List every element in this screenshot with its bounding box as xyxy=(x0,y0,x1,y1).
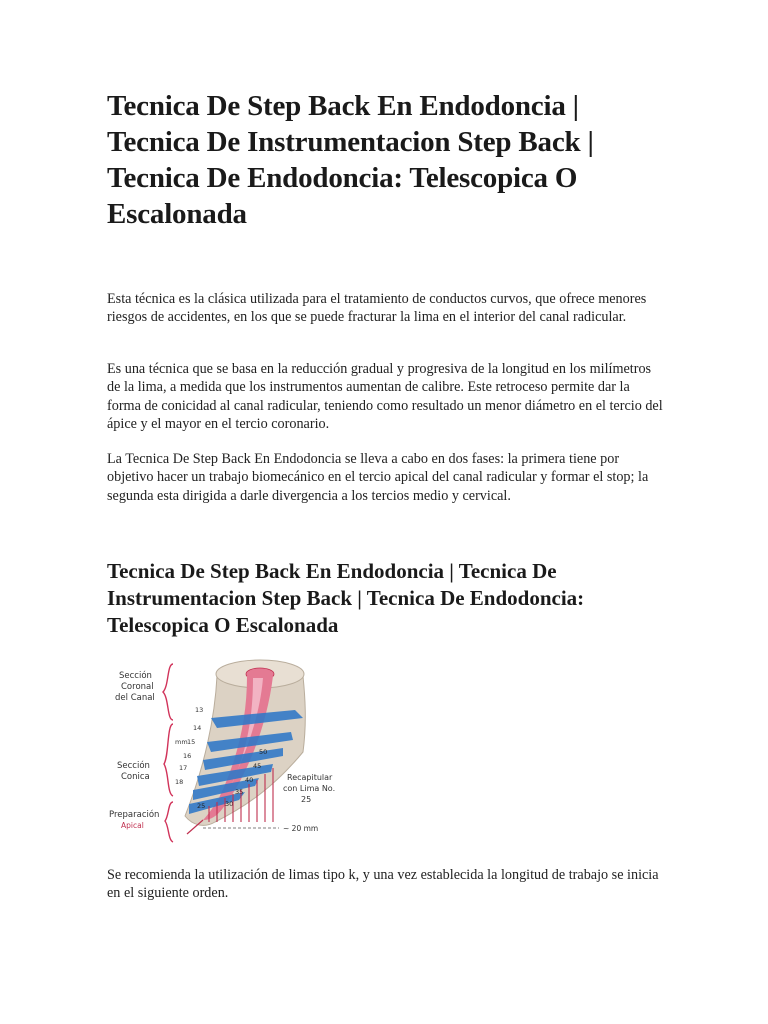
svg-text:45: 45 xyxy=(253,762,262,770)
svg-text:15: 15 xyxy=(187,738,196,746)
svg-text:25: 25 xyxy=(197,802,206,810)
svg-text:18: 18 xyxy=(175,778,184,786)
svg-text:35: 35 xyxy=(235,788,244,796)
section-heading: Tecnica De Step Back En Endodoncia | Tecnica De Instrumentacion Step Back | Tecnica De Endodoncia: Telescopica O Escalonada xyxy=(107,559,585,637)
article xyxy=(107,88,667,902)
label-length: ~ 20 mm xyxy=(283,824,319,833)
label-coronal-3: del Canal xyxy=(115,693,155,703)
step-back-diagram xyxy=(107,656,347,852)
label-conica-2: Conica xyxy=(121,772,150,782)
svg-text:16: 16 xyxy=(183,752,192,760)
label-conica-1: Sección xyxy=(117,761,150,771)
svg-text:14: 14 xyxy=(193,724,202,732)
page-title: Tecnica De Step Back En Endodoncia | Tecnica De Instrumentacion Step Back | Tecnica De Endodoncia: Telescopica O Escalonada xyxy=(107,90,594,230)
svg-text:17: 17 xyxy=(179,764,188,772)
paragraph-reduction: Es una técnica que se basa en la reducción gradual y progresiva de la longitud en los milímetros de la lima, a medida que los instrumentos aumentan de calibre. Este retroceso permite dar la forma de conicidad al canal radicular, teniendo como resultado un menor diámetro en el tercio del ápice y el mayor en el tercio coronario. xyxy=(107,361,663,433)
file-sizes-left xyxy=(175,706,203,786)
svg-text:50: 50 xyxy=(259,748,268,756)
paragraph-intro: Esta técnica es la clásica utilizada para el tratamiento de conductos curvos, que ofrece menores riesgos de accidentes, en los que se puede fracturar la lima en el interior del canal radicular. xyxy=(107,291,647,326)
label-apical-1: Preparación xyxy=(109,810,160,820)
label-recap-2: con Lima No. xyxy=(283,784,336,793)
svg-text:40: 40 xyxy=(245,776,254,784)
label-coronal-1: Sección xyxy=(119,671,152,681)
paragraph-phases: La Tecnica De Step Back En Endodoncia se lleva a cabo en dos fases: la primera tiene por objetivo hacer un trabajo biomecánico en el tercio apical del canal radicular y formar el stop; la segunda esta dirigida a darle divergencia a los tercios medio y cervical. xyxy=(107,451,649,504)
svg-text:13: 13 xyxy=(195,706,204,714)
section-brackets xyxy=(163,664,173,842)
svg-text:30: 30 xyxy=(225,800,234,808)
label-coronal-2: Coronal xyxy=(121,682,154,692)
label-apical-2: Apical xyxy=(121,821,144,830)
svg-text:mm: mm xyxy=(175,738,188,746)
label-recap-1: Recapitular xyxy=(287,773,333,782)
step-back-diagram-svg xyxy=(107,656,347,852)
paragraph-closing: Se recomienda la utilización de limas tipo k, y una vez establecida la longitud de trabajo se inicia en el siguiente orden. xyxy=(107,867,659,902)
label-recap-3: 25 xyxy=(301,795,312,804)
